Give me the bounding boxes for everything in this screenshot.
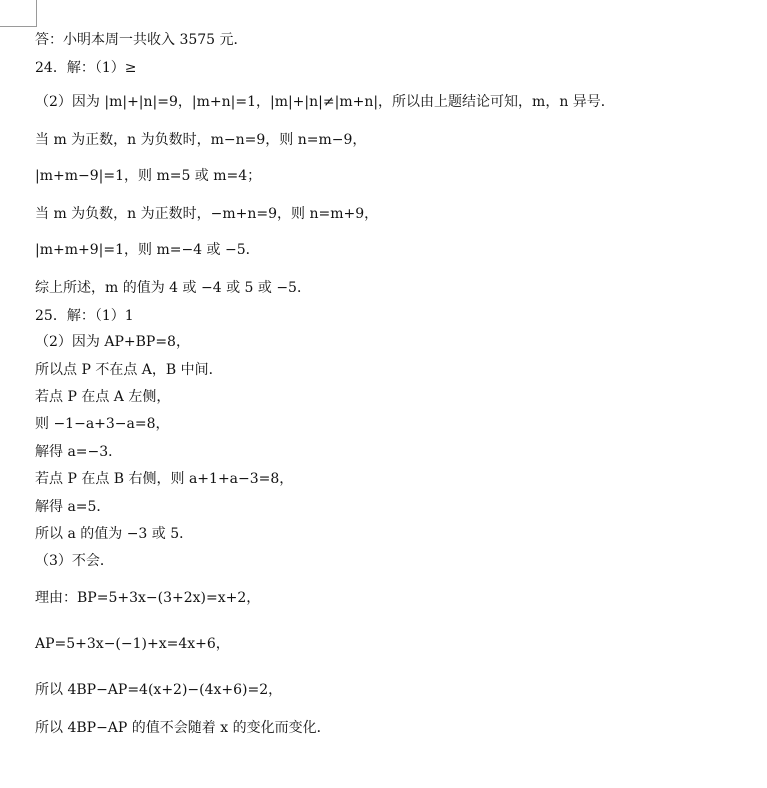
answer-line: 若点 P 在点 B 右侧，则 a+1+a−3=8，: [35, 471, 294, 487]
answer-line: 理由：BP=5+3x−(3+2x)=x+2，: [35, 590, 261, 606]
answer-line: 所以 4BP−AP=4(x+2)−(4x+6)=2，: [35, 682, 283, 698]
answer-line: 25．解：（1）1: [35, 308, 134, 324]
answer-line: 答：小明本周一共收入 3575 元．: [35, 32, 248, 48]
answer-line: （2）因为 |m|+|n|=9，|m+n|=1，|m|+|n|≠|m+n|，所以由上题结论可知，m，n 异号．: [35, 94, 615, 110]
answer-line: 若点 P 在点 A 左侧，: [35, 389, 171, 405]
answer-line: 则 −1−a+3−a=8，: [35, 416, 170, 432]
page-corner-mark: [0, 0, 37, 27]
answer-line: 解得 a=−3．: [35, 444, 123, 460]
answer-line: 当 m 为负数，n 为正数时，−m+n=9，则 n=m+9，: [35, 206, 379, 222]
answer-line: 所以点 P 不在点 A，B 中间．: [35, 362, 223, 378]
answer-line: 综上所述，m 的值为 4 或 −4 或 5 或 −5．: [35, 280, 311, 296]
answer-line: 所以 4BP−AP 的值不会随着 x 的变化而变化．: [35, 720, 331, 736]
answer-line: |m+m−9|=1，则 m=5 或 m=4；: [35, 168, 262, 184]
answer-line: 解得 a=5．: [35, 499, 111, 515]
answer-line: |m+m+9|=1，则 m=−4 或 −5．: [35, 242, 260, 258]
answer-line: （2）因为 AP+BP=8，: [35, 334, 190, 350]
answer-line: （3）不会．: [35, 553, 114, 569]
answer-line: 24．解：（1）≥: [35, 60, 137, 76]
answer-line: AP=5+3x−(−1)+x=4x+6，: [35, 636, 230, 652]
answer-line: 当 m 为正数，n 为负数时，m−n=9，则 n=m−9，: [35, 132, 367, 148]
answer-line: 所以 a 的值为 −3 或 5．: [35, 526, 194, 542]
